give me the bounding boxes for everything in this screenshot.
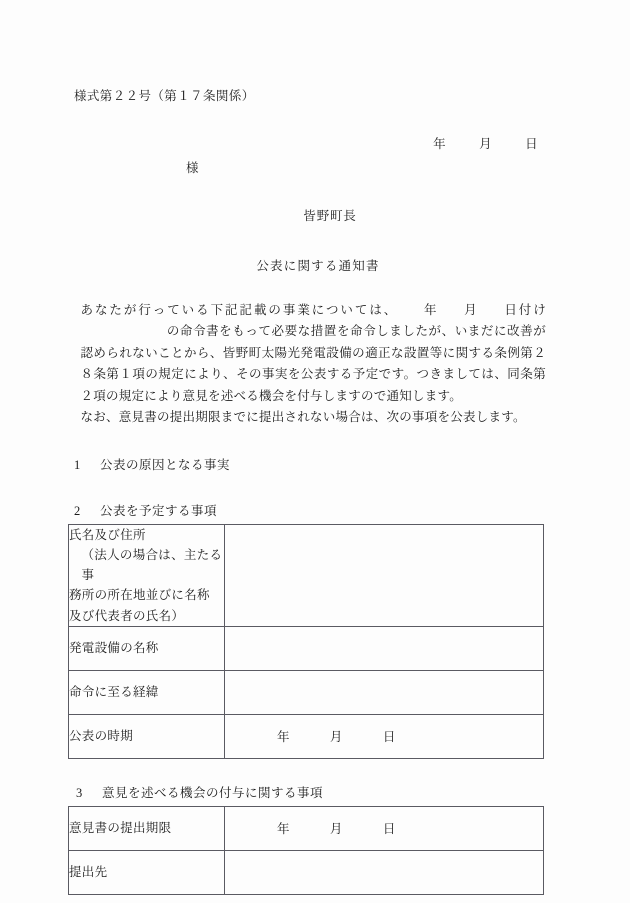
- section-heading-3: [68, 783, 546, 801]
- header-date-day: 日: [525, 136, 538, 151]
- section-2-number: 2: [74, 503, 81, 518]
- row-label-name-address: [69, 524, 225, 626]
- row-value-publication-date[interactable]: [225, 714, 544, 758]
- header-date-month: 月: [479, 136, 493, 151]
- opinion-deadline-year: 年: [277, 822, 290, 837]
- table-row: [69, 626, 544, 670]
- header-date-line: [68, 134, 538, 152]
- body-p1-rest: 命令書をもって必要な措置を命令しましたが、いまだに改善が認められないことから、皆野町太陽光発電設備の適正な設置等に関する条例第２８条第１項の規定により、その事実を公表する予定です。つきましては、同条第２項の規定により意見を述べる機会を付与しますので通知します。: [80, 324, 546, 403]
- document-body: [68, 88, 546, 895]
- row-label-submission-destination: 提出先: [69, 850, 225, 894]
- body-p1-year: 年: [422, 302, 439, 317]
- label-line-2: （法人の場合は、主たる事: [81, 547, 223, 582]
- row-label-publication-date: 公表の時期: [69, 714, 225, 758]
- label-line-3: 務所の所在地並びに名称: [69, 588, 210, 603]
- row-value-order-background[interactable]: [225, 670, 544, 714]
- form-number: 様式第２２号（第１７条関係）: [74, 89, 255, 103]
- section-1-label: 公表の原因となる事実: [100, 457, 231, 472]
- opinion-opportunity-table: [68, 806, 544, 895]
- section-heading-2: [68, 501, 546, 519]
- section-3-number: 3: [76, 785, 83, 800]
- table-row: [69, 714, 544, 758]
- document-title: 公表に関する通知書: [256, 258, 380, 273]
- body-paragraph-1: [68, 300, 546, 408]
- body-p1-particle: の: [166, 324, 180, 338]
- publication-date-month: 月: [329, 730, 343, 745]
- row-value-submission-destination[interactable]: [225, 850, 544, 894]
- header-date-year: 年: [433, 136, 447, 151]
- section-2-label: 公表を予定する事項: [100, 503, 218, 518]
- body-p1-month: 月: [462, 302, 479, 317]
- issuer-name: 皆野町長: [303, 208, 357, 223]
- publication-date-fields: [225, 727, 543, 745]
- label-line-1: 氏名及び住所: [69, 527, 146, 542]
- section-3-label: 意見を述べる機会の付与に関する事項: [102, 785, 324, 800]
- row-value-facility-name[interactable]: [225, 626, 544, 670]
- row-value-name-address[interactable]: [225, 524, 544, 626]
- body-paragraph-2: なお、意見書の提出期限までに提出されない場合は、次の事項を公表します。: [80, 410, 526, 424]
- section-heading-1: [68, 455, 546, 473]
- addressee-honorific: 様: [186, 160, 199, 175]
- publication-date-day: 日: [382, 730, 396, 745]
- row-value-opinion-deadline[interactable]: [225, 806, 544, 850]
- body-p1-day: 日付け: [502, 302, 546, 317]
- publication-items-table: [68, 524, 544, 759]
- table-row: [69, 524, 544, 626]
- table-row: [69, 806, 544, 850]
- body-p1-lead: あなたが行っている下記記載の事業については、: [80, 302, 399, 317]
- opinion-deadline-day: 日: [382, 822, 396, 837]
- opinion-deadline-fields: [225, 819, 543, 837]
- row-label-opinion-deadline: 意見書の提出期限: [69, 806, 225, 850]
- opinion-deadline-month: 月: [329, 822, 343, 837]
- label-line-4: 及び代表者の氏名）: [69, 608, 185, 623]
- row-label-facility-name: 発電設備の名称: [69, 626, 225, 670]
- row-label-order-background: 命令に至る経緯: [69, 670, 225, 714]
- publication-date-year: 年: [277, 730, 290, 745]
- section-1-number: 1: [74, 457, 81, 472]
- body-text: [68, 300, 546, 429]
- table-row: [69, 850, 544, 894]
- table-row: [69, 670, 544, 714]
